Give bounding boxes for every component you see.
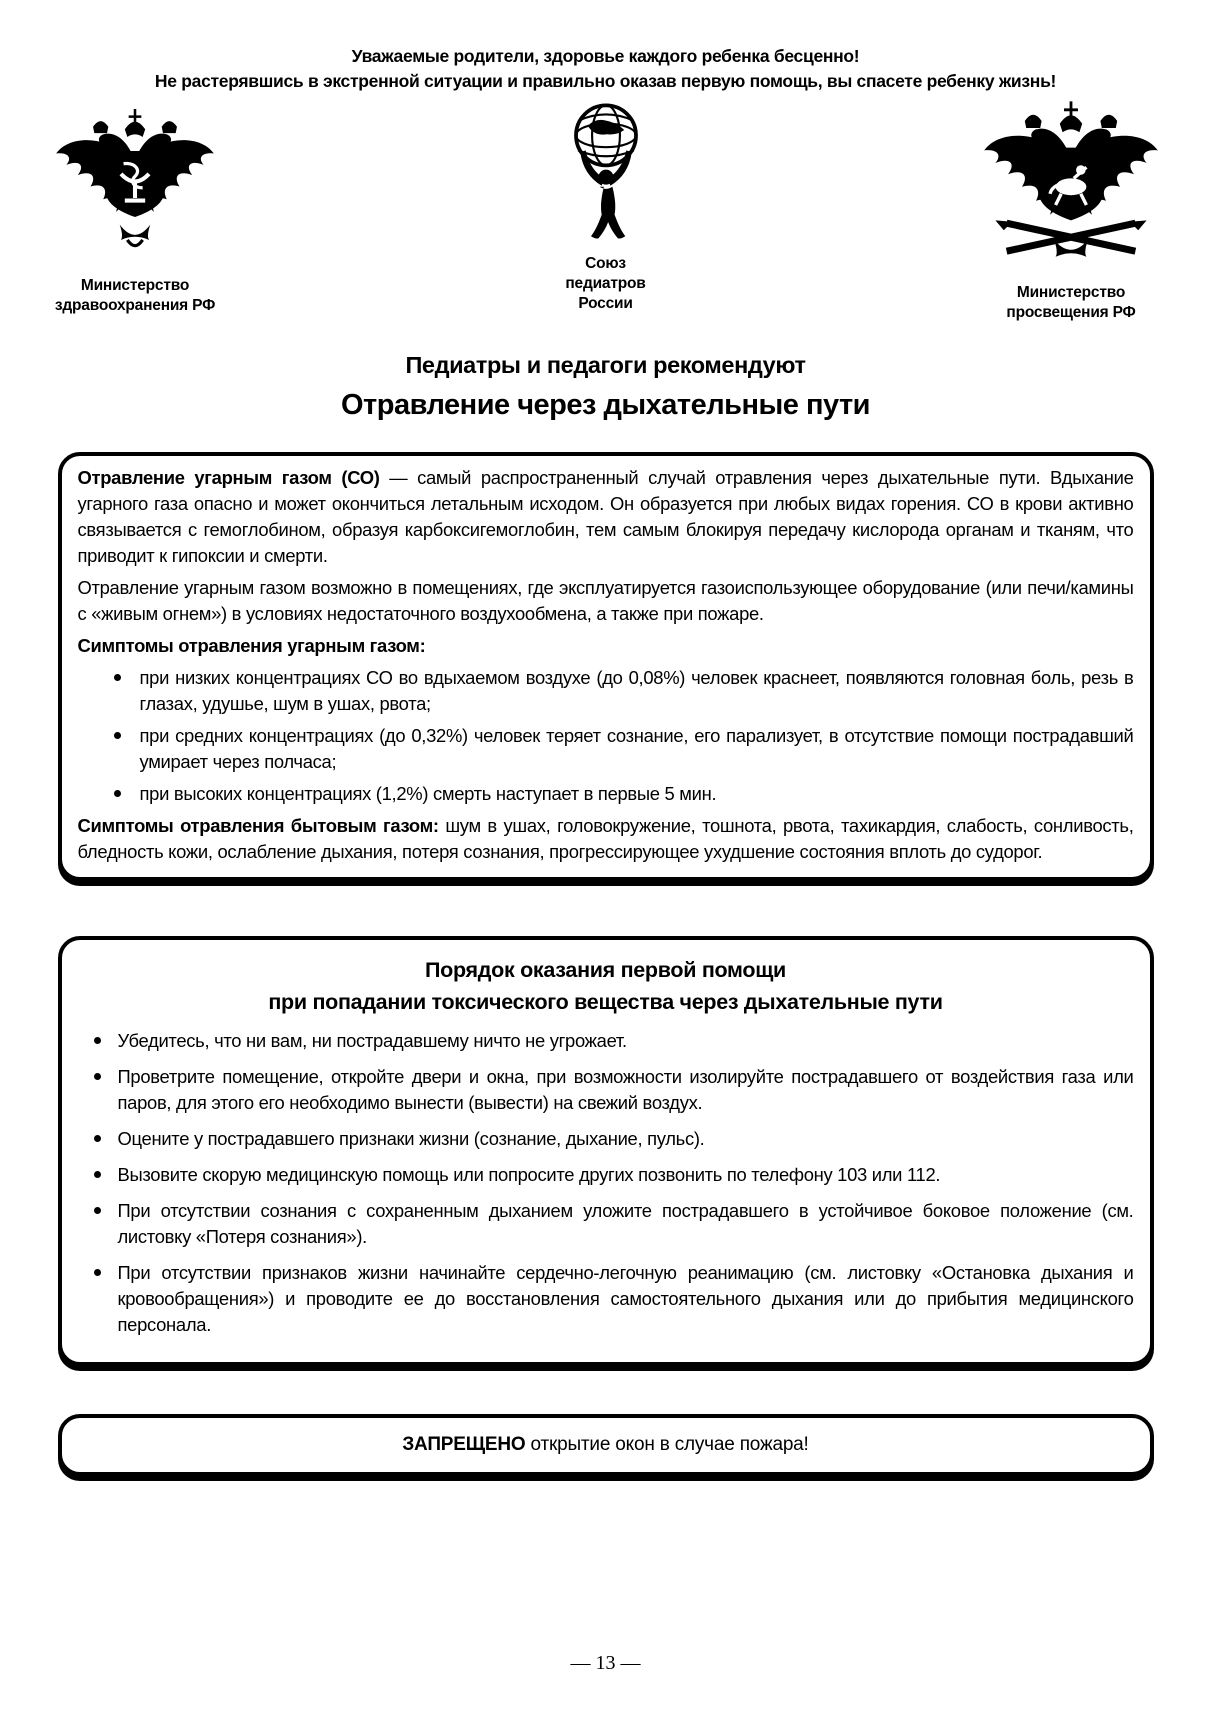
info-box (58, 452, 1154, 881)
page-number: — 13 — (570, 1652, 641, 1674)
education-ministry-logo (962, 100, 1180, 323)
education-ministry-label: Министерство просвещения РФ (1006, 284, 1136, 321)
first-aid-step: Проветрите помещение, откройте двери и окна, при возможности изолируйте пострадавшего от воздействия газа или паров, для этого его необходимо вынести (вывести) на свежий воздух. (118, 1064, 1134, 1116)
co-lead-rest: — самый распространенный случай отравления через дыхательные пути. Вдыхание угарного газа опасно и может окончиться летальным исходом. Он образуется при любых видах горения. СО в крови активно связывается с гемоглобином, образуя карбоксигемоглобин, тем самым блокируя передачу кислорода органам и тканям, что приводит к гипоксии и смерти. (77, 467, 1134, 566)
education-ministry-coat-of-arms-icon (973, 100, 1169, 275)
warning-box (58, 1414, 1154, 1476)
logos-row (0, 100, 1211, 338)
household-gas-bold: Симптомы отравления бытовым газом: (77, 815, 439, 836)
first-aid-step: При отсутствии признаков жизни начинайте сердечно-легочную реанимацию (см. листовку «Остановка дыхания и кровообращения») и проводите ее до восстановления самостоятельного дыхания или до прибытия медицинского персонала. (118, 1260, 1134, 1338)
household-gas-paragraph (78, 813, 1134, 865)
co-symptom-item: при средних концентрациях (до 0,32%) человек теряет сознание, его парализует, в отсутствие помощи пострадавший умирает через полчаса; (140, 723, 1134, 775)
warning-rest: открытие окон в случае пожара! (525, 1434, 809, 1455)
page-header (0, 0, 1211, 94)
pediatric-union-emblem-icon (550, 100, 662, 250)
health-ministry-label: Министерство здравоохранения РФ (54, 277, 216, 314)
page-title: Отравление через дыхательные пути (340, 389, 871, 421)
first-aid-step: При отсутствии сознания с сохраненным дыханием уложите пострадавшего в устойчивое боковое положение (см. листовку «Потеря сознания»). (118, 1198, 1134, 1250)
recommendation-subtitle: Педиатры и педагоги рекомендуют (405, 352, 806, 378)
household-gas-rest: шум в ушах, головокружение, тошнота, рвота, тахикардия, слабость, сонливость, бледность кожи, ослабление дыхания, потеря сознания, прогрессирующее ухудшение состояния вплоть до судорог. (77, 815, 1134, 862)
co-lead-bold: Отравление угарным газом (СО) (77, 467, 380, 488)
first-aid-step: Оцените у пострадавшего признаки жизни (сознание, дыхание, пульс). (118, 1126, 1134, 1152)
co-sources-paragraph: Отравление угарным газом возможно в помещениях, где эксплуатируется газоиспользующее оборудование (или печи/камины с «живым огнем») в условиях недостаточного воздухообмена, а также при пожаре. (77, 577, 1134, 624)
warning-bold: ЗАПРЕЩЕНО (402, 1434, 526, 1455)
health-ministry-coat-of-arms-icon (46, 100, 224, 268)
co-lead-paragraph (78, 465, 1134, 569)
health-ministry-logo (35, 100, 235, 316)
pediatric-union-label: Союз педиатров России (565, 255, 646, 312)
first-aid-title-line-1: Порядок оказания первой помощи (425, 958, 786, 982)
first-aid-title-line-2: при попадании токсического вещества через дыхательные пути (268, 990, 943, 1014)
co-symptom-item: при высоких концентрациях (1,2%) смерть наступает в первые 5 мин. (140, 781, 1134, 807)
header-line-2: Не растерявшись в экстренной ситуации и правильно оказав первую помощь, вы спасете ребенку жизнь! (154, 71, 1057, 91)
warning-text (402, 1434, 808, 1456)
co-symptoms-heading: Симптомы отравления угарным газом: (77, 635, 426, 656)
co-symptom-item: при низких концентрациях СО во вдыхаемом воздухе (до 0,08%) человек краснеет, появляются головная боль, резь в глазах, удушье, шум в ушах, рвота; (140, 665, 1134, 717)
first-aid-box (58, 936, 1154, 1366)
pediatric-union-logo (491, 100, 721, 314)
first-aid-step: Вызовите скорую медицинскую помощь или попросите других позвонить по телефону 103 или 112. (118, 1162, 1134, 1188)
co-symptoms-list (78, 665, 1134, 807)
header-line-1: Уважаемые родители, здоровье каждого ребенка бесценно! (351, 46, 860, 66)
first-aid-step: Убедитесь, что ни вам, ни пострадавшему ничто не угрожает. (118, 1028, 1134, 1054)
first-aid-title (78, 954, 1134, 1018)
first-aid-steps-list (78, 1028, 1134, 1338)
